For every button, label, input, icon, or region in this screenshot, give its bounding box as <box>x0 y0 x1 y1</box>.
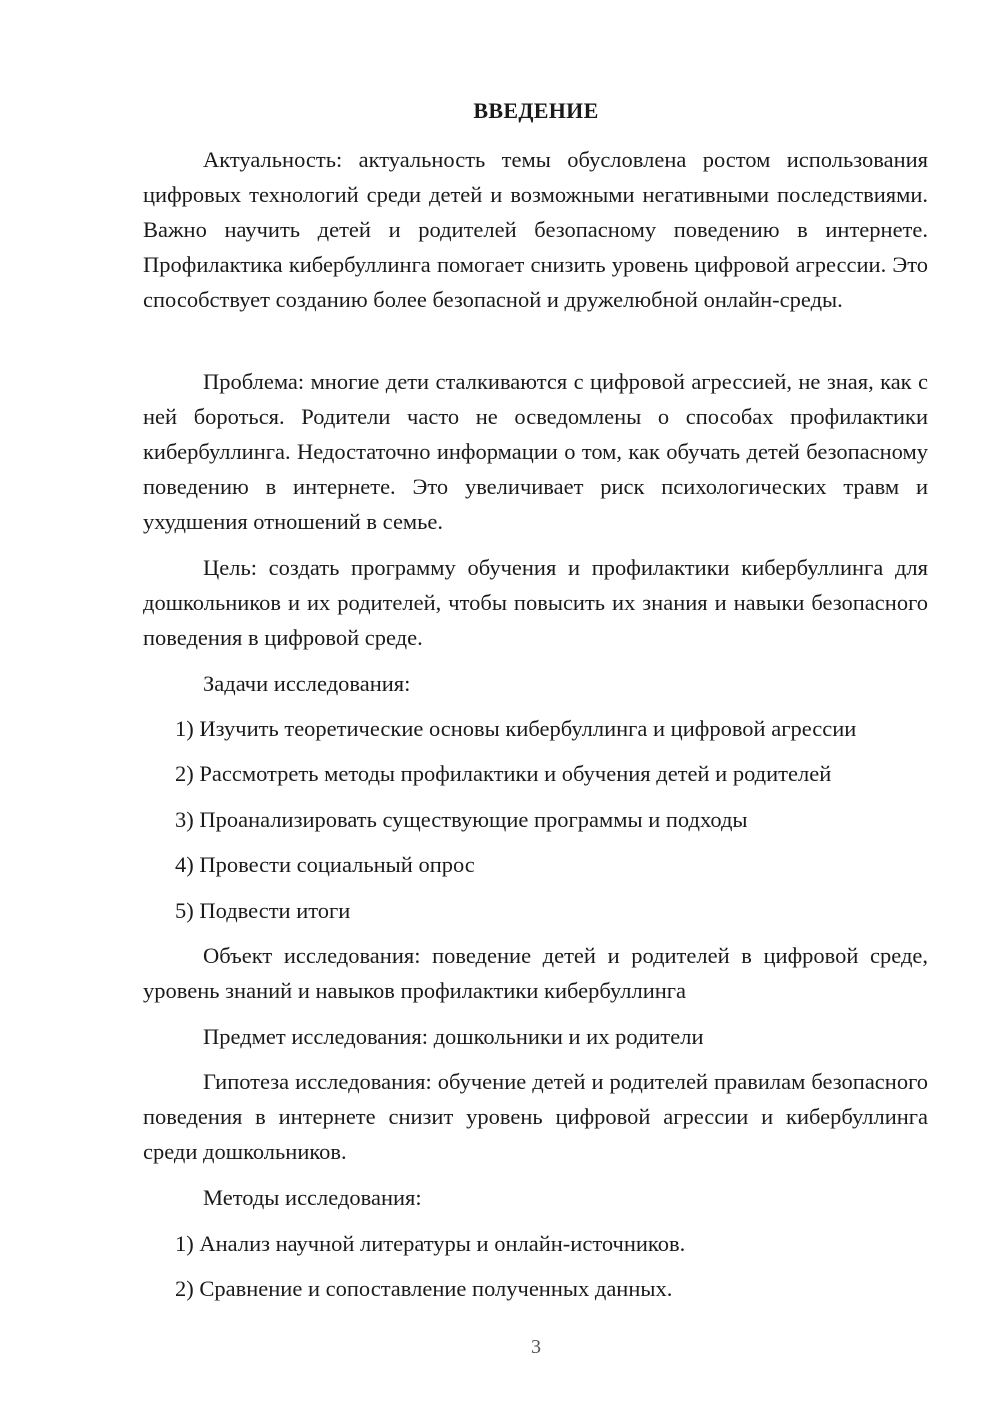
method-2-block <box>143 1271 928 1306</box>
list-item: 4) Провести социальный опрос <box>175 852 475 877</box>
tasks-heading-block <box>143 666 928 701</box>
subject-block <box>143 1019 928 1054</box>
methods-heading: Методы исследования: <box>203 1185 422 1210</box>
list-item: 1) Анализ научной литературы и онлайн-источников. <box>175 1231 686 1256</box>
relevance-block <box>143 142 928 317</box>
list-item: 3) Проанализировать существующие программы и подходы <box>175 807 748 832</box>
page-number: 3 <box>531 1336 541 1358</box>
list-item: 2) Рассмотреть методы профилактики и обучения детей и родителей <box>175 761 832 786</box>
list-item: 1) Изучить теоретические основы кибербуллинга и цифровой агрессии <box>175 716 857 741</box>
goal-paragraph: Цель: создать программу обучения и профилактики кибербуллинга для дошкольников и их родителей, чтобы повысить их знания и навыки безопасного поведения в цифровой среде. <box>143 555 928 650</box>
list-item: 5) Подвести итоги <box>175 898 351 923</box>
task-1-block <box>143 711 928 746</box>
hypothesis-paragraph: Гипотеза исследования: обучение детей и родителей правилам безопасного поведения в интернете снизит уровень цифровой агрессии и кибербуллинга среди дошкольников. <box>143 1069 928 1164</box>
task-4-block <box>143 847 928 882</box>
method-1-block <box>143 1226 928 1261</box>
tasks-heading: Задачи исследования: <box>203 671 411 696</box>
problem-paragraph: Проблема: многие дети сталкиваются с цифровой агрессией, не зная, как с ней бороться. Родители часто не осведомлены о способах профилактики кибербуллинга. Недостаточно информации о том, как обучать детей безопасному поведению в интернете. Это увеличивает риск психологических травм и ухудшения отношений в семье. <box>143 369 928 534</box>
goal-block <box>143 550 928 655</box>
subject-paragraph: Предмет исследования: дошкольники и их родители <box>203 1024 704 1049</box>
page-title: ВВЕДЕНИЕ <box>473 98 599 123</box>
problem-block <box>143 364 928 539</box>
task-2-block <box>143 756 928 791</box>
task-3-block <box>143 802 928 837</box>
relevance-paragraph: Актуальность: актуальность темы обусловлена ростом использования цифровых технологий среди детей и возможными негативными последствиями. Важно научить детей и родителей безопасному поведению в интернете. Профилактика кибербуллинга помогает снизить уровень цифровой агрессии. Это способствует созданию более безопасной и дружелюбной онлайн-среды. <box>143 147 928 312</box>
object-paragraph: Объект исследования: поведение детей и родителей в цифровой среде, уровень знаний и навыков профилактики кибербуллинга <box>143 943 928 1003</box>
hypothesis-block <box>143 1064 928 1169</box>
task-5-block <box>143 893 928 928</box>
object-block <box>143 938 928 1008</box>
list-item: 2) Сравнение и сопоставление полученных данных. <box>175 1276 673 1301</box>
methods-heading-block <box>143 1180 928 1215</box>
